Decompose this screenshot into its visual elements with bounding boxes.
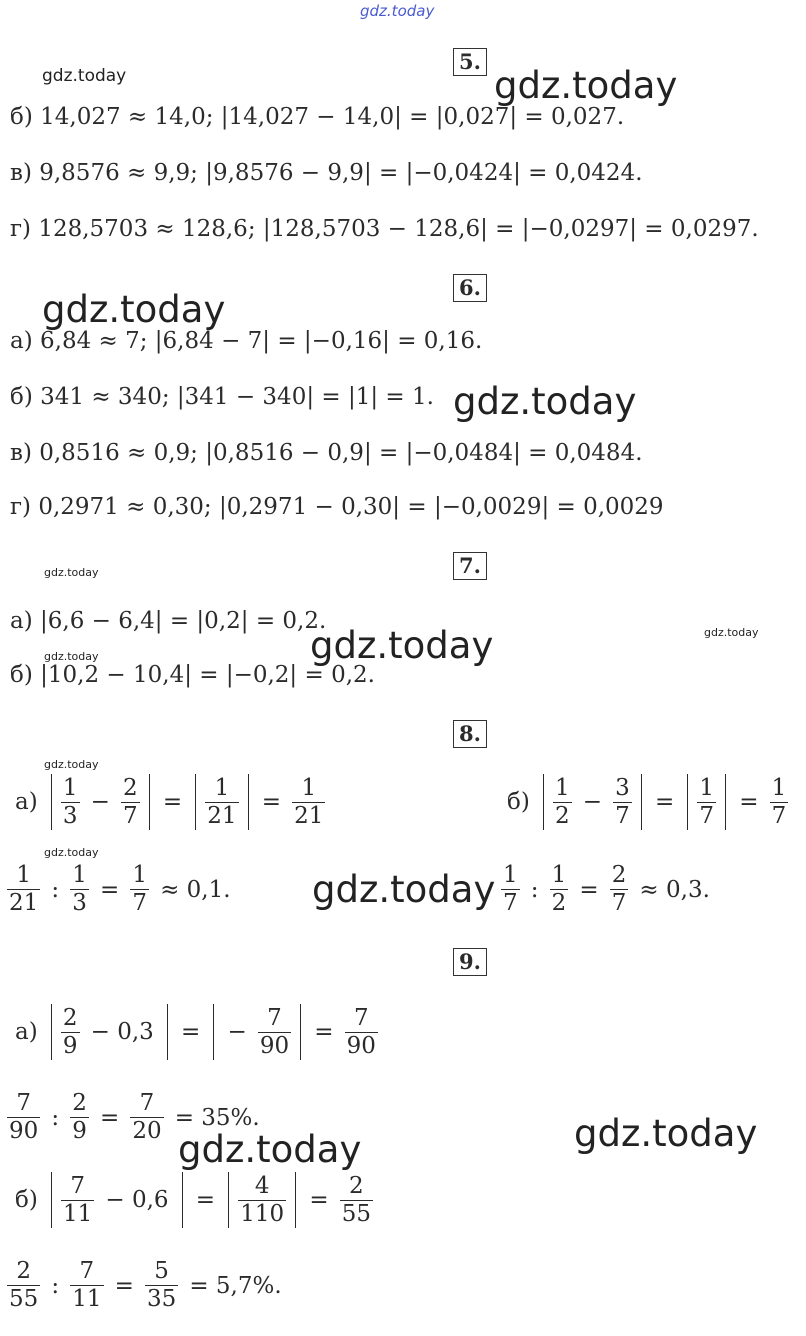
result-text: ≈ 0,1.	[160, 876, 231, 903]
fraction: $\frac{7}{90}$	[259, 1004, 290, 1059]
fraction: $\frac{2}{55}$	[341, 1172, 371, 1227]
problem-6-number: 6.	[453, 274, 487, 302]
abs-bar	[182, 1172, 183, 1228]
problem-5-line-g: г) 128,5703 ≈ 128,6; |128,5703 − 128,6| = |−0,0297| = 0,0297.	[10, 216, 759, 242]
fraction: $\frac{1}{7}$	[699, 774, 715, 829]
operator: −	[90, 789, 110, 815]
item-label: б)	[507, 789, 530, 815]
item-label: а)	[15, 789, 38, 815]
result-text: ≈ 0,3.	[639, 876, 710, 903]
abs-bar	[295, 1172, 296, 1228]
problem-6-line-a: а) 6,84 ≈ 7; |6,84 − 7| = |−0,16| = 0,16.	[10, 328, 483, 354]
watermark-small: gdz.today	[44, 846, 99, 859]
operator: =	[309, 1187, 329, 1213]
watermark-small: gdz.today	[44, 650, 99, 663]
watermark-big: gdz.today	[453, 380, 637, 423]
abs-bar	[300, 1004, 301, 1060]
fraction: $\frac{1}{21}$	[207, 774, 237, 829]
abs-bar	[641, 774, 642, 830]
fraction: $\frac{5}{35}$	[146, 1258, 177, 1312]
abs-bar	[248, 774, 249, 830]
watermark-big: gdz.today	[178, 1128, 362, 1171]
fraction: $\frac{2}{9}$	[62, 1004, 78, 1059]
operator: =	[654, 789, 675, 815]
problem-9-ratio-a	[6, 1090, 265, 1145]
problem-9-expr-a	[10, 1004, 379, 1060]
fraction: $\frac{1}{21}$	[9, 862, 39, 916]
fraction: $\frac{2}{9}$	[72, 1090, 87, 1144]
watermark-small: gdz.today	[44, 758, 99, 771]
fraction: $\frac{7}{11}$	[63, 1172, 93, 1227]
abs-bar	[687, 774, 688, 830]
abs-bar	[228, 1172, 229, 1228]
fraction: $\frac{4}{110}$	[240, 1172, 285, 1227]
operator: − 0,6	[105, 1187, 169, 1213]
problem-5-line-b: б) 14,027 ≈ 14,0; |14,027 − 14,0| = |0,027| = 0,027.	[10, 104, 625, 130]
abs-bar	[149, 774, 150, 830]
fraction: $\frac{1}{3}$	[62, 774, 78, 829]
watermark-big: gdz.today	[310, 624, 494, 667]
operator: =	[114, 1272, 134, 1299]
problem-7-line-a: а) |6,6 − 6,4| = |0,2| = 0,2.	[10, 608, 327, 634]
problem-5-line-v: в) 9,8576 ≈ 9,9; |9,8576 − 9,9| = |−0,0424| = 0,0424.	[10, 160, 643, 186]
fraction: $\frac{1}{7}$	[771, 774, 787, 829]
fraction: $\frac{1}{2}$	[551, 862, 567, 916]
problem-9-ratio-b	[6, 1258, 287, 1313]
operator: =	[99, 1104, 120, 1131]
operator: =	[162, 789, 183, 815]
abs-bar	[51, 774, 52, 830]
operator: =	[314, 1019, 334, 1045]
abs-bar	[167, 1004, 168, 1060]
abs-bar	[195, 774, 196, 830]
operator: :	[51, 1104, 60, 1131]
problem-9-expr-b	[10, 1172, 374, 1228]
abs-bar	[543, 774, 544, 830]
operator: :	[530, 876, 539, 903]
fraction: $\frac{7}{11}$	[72, 1258, 102, 1312]
problem-7-line-b: б) |10,2 − 10,4| = |−0,2| = 0,2.	[10, 662, 375, 688]
operator: =	[99, 876, 120, 903]
watermark-small: gdz.today	[704, 626, 759, 639]
watermark-small: gdz.today	[44, 566, 99, 579]
fraction: $\frac{1}{21}$	[294, 774, 324, 829]
fraction: $\frac{7}{90}$	[346, 1004, 376, 1059]
fraction: $\frac{2}{7}$	[122, 774, 138, 829]
operator: =	[180, 1019, 201, 1045]
operator: =	[195, 1187, 216, 1213]
operator: −	[227, 1019, 247, 1045]
watermark-big: gdz.today	[494, 64, 678, 107]
problem-8-ratio-b	[500, 862, 715, 917]
watermark-big: gdz.today	[42, 288, 226, 331]
operator: =	[261, 789, 282, 815]
operator: =	[579, 876, 599, 903]
problem-8-number: 8.	[453, 720, 487, 748]
abs-bar	[213, 1004, 214, 1060]
fraction: $\frac{1}{2}$	[555, 774, 570, 829]
problem-5-number: 5.	[453, 48, 487, 76]
fraction: $\frac{7}{20}$	[132, 1090, 162, 1144]
fraction: $\frac{7}{90}$	[9, 1090, 39, 1144]
abs-bar	[51, 1004, 52, 1060]
watermark-big: gdz.today	[574, 1112, 758, 1155]
result-text: = 35%.	[174, 1104, 260, 1131]
fraction: $\frac{1}{7}$	[132, 862, 147, 916]
fraction: $\frac{3}{7}$	[615, 774, 630, 829]
problem-6-line-g: г) 0,2971 ≈ 0,30; |0,2971 − 0,30| = |−0,0029| = 0,0029	[10, 494, 664, 520]
abs-bar	[51, 1172, 52, 1228]
fraction: $\frac{1}{3}$	[72, 862, 87, 916]
problem-7-number: 7.	[453, 552, 487, 580]
item-label: б)	[15, 1187, 38, 1213]
problem-6-line-b: б) 341 ≈ 340; |341 − 340| = |1| = 1.	[10, 384, 434, 410]
fraction: $\frac{2}{55}$	[9, 1258, 39, 1312]
problem-8-ratio-a	[6, 862, 236, 917]
operator: :	[51, 876, 60, 903]
problem-6-line-v: в) 0,8516 ≈ 0,9; |0,8516 − 0,9| = |−0,0484| = 0,0484.	[10, 440, 643, 466]
problem-8-expr-b	[502, 774, 789, 830]
watermark-big: gdz.today	[312, 868, 496, 911]
problem-9-number: 9.	[453, 948, 487, 976]
watermark-small: gdz.today	[42, 66, 127, 86]
item-label: а)	[15, 1019, 38, 1045]
operator: :	[51, 1272, 60, 1299]
fraction: $\frac{2}{7}$	[611, 862, 627, 916]
fraction: $\frac{1}{7}$	[503, 862, 518, 916]
operator: − 0,3	[90, 1019, 154, 1045]
operator: =	[739, 789, 759, 815]
abs-bar	[725, 774, 726, 830]
result-text: = 5,7%.	[189, 1272, 282, 1299]
watermark-top: gdz.today	[360, 2, 435, 20]
operator: −	[582, 789, 603, 815]
problem-8-expr-a	[10, 774, 326, 830]
